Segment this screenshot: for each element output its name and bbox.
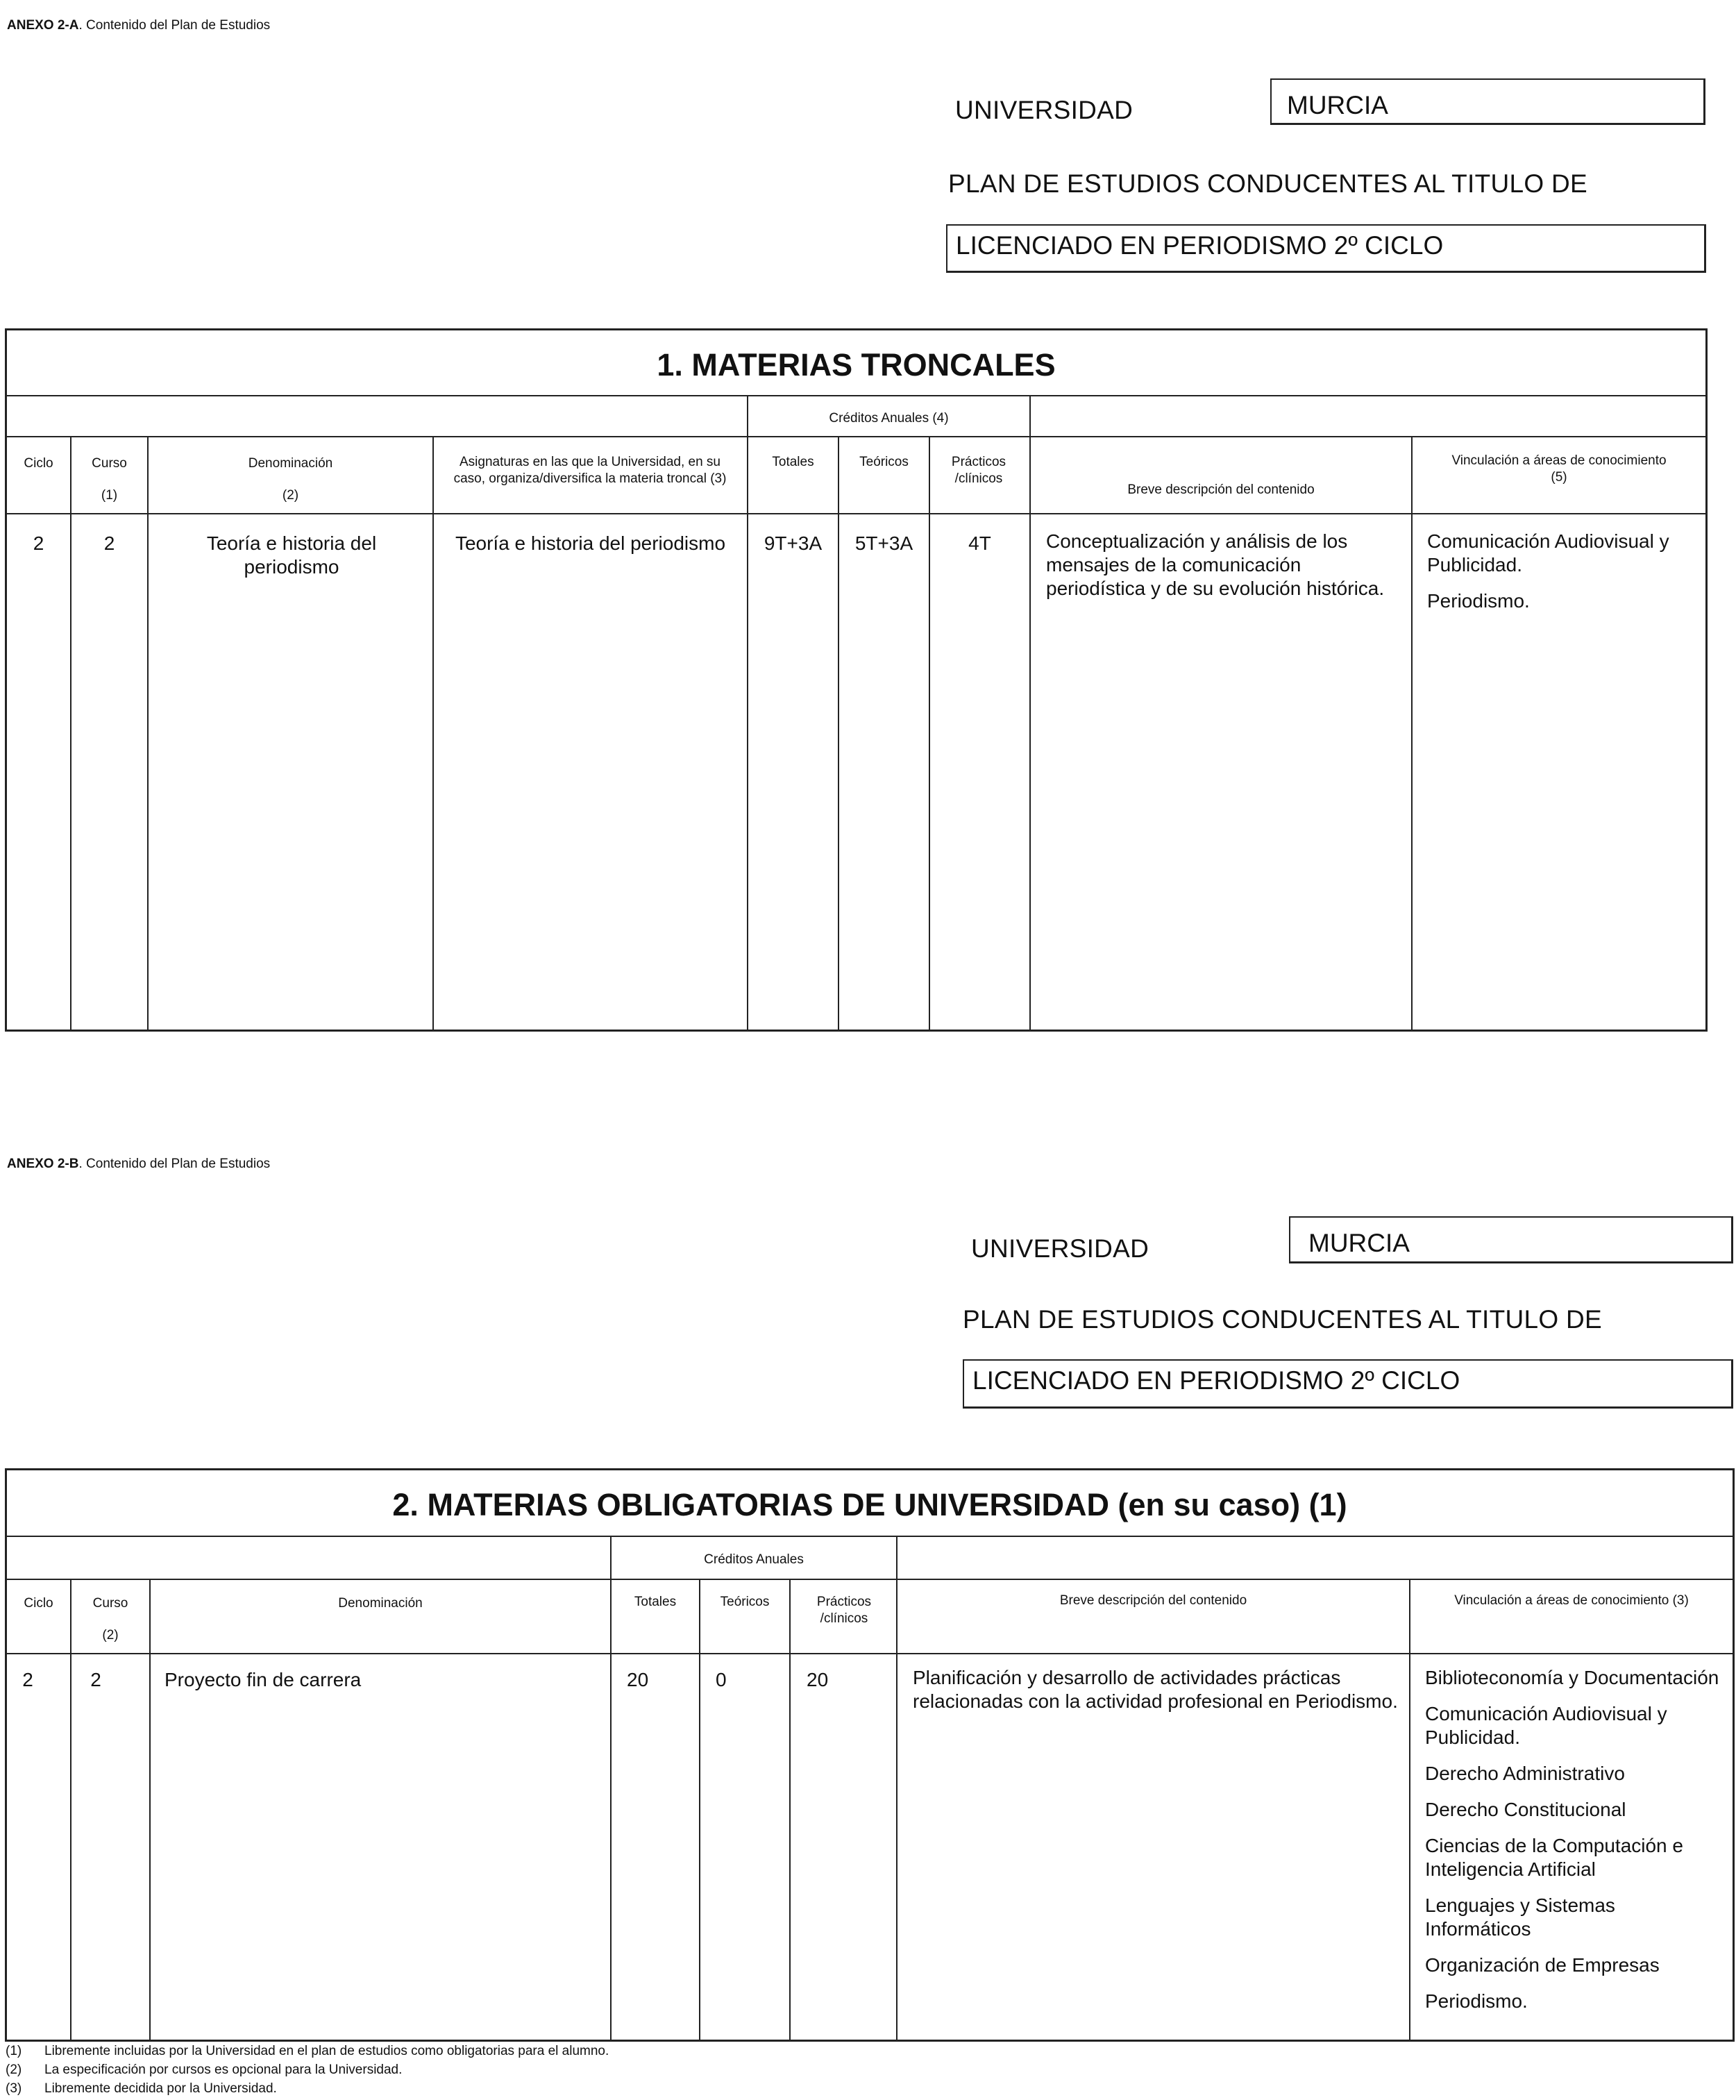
col-denominacion: Denominación bbox=[248, 456, 333, 471]
divider bbox=[7, 513, 1705, 514]
col-ciclo: Ciclo bbox=[24, 1596, 53, 1611]
footnote bbox=[6, 2079, 609, 2098]
row-a-totales: 9T+3A bbox=[764, 532, 823, 554]
col-curso-note: (2) bbox=[102, 1628, 119, 1643]
anexo-b-label-rest: . Contenido del Plan de Estudios bbox=[78, 1157, 271, 1171]
col-asignaturas: Asignaturas en las que la Universidad, en su caso, organiza/diversifica la materia troncal (3) bbox=[453, 455, 727, 486]
footnote bbox=[6, 2060, 609, 2079]
divider bbox=[1411, 436, 1413, 1030]
anexo-a-label-bold: ANEXO 2-A bbox=[7, 18, 79, 33]
vinculacion-item: Derecho Constitucional bbox=[1425, 1799, 1626, 1820]
col-teoricos: Teóricos bbox=[720, 1595, 770, 1609]
footnote-text: Libremente incluidas por la Universidad en el plan de estudios como obligatorias para el alumno. bbox=[44, 2044, 609, 2058]
col-curso: Curso bbox=[92, 1596, 128, 1611]
footnotes bbox=[6, 2042, 609, 2098]
divider bbox=[7, 1579, 1733, 1580]
vinculacion-item: Periodismo. bbox=[1425, 1990, 1528, 2012]
col-totales: Totales bbox=[634, 1595, 677, 1609]
table-materias-troncales bbox=[5, 328, 1708, 1032]
creditos-header-b: Créditos Anuales bbox=[704, 1552, 804, 1567]
divider bbox=[1409, 1579, 1410, 2040]
footnote bbox=[6, 2042, 609, 2060]
vinculacion-item: Comunicación Audiovisual y Publicidad. bbox=[1425, 1703, 1667, 1748]
creditos-header-a: Créditos Anuales (4) bbox=[829, 411, 949, 426]
row-a-asignaturas: Teoría e historia del periodismo bbox=[455, 532, 726, 554]
divider bbox=[747, 395, 748, 1030]
row-a-ciclo: 2 bbox=[33, 532, 44, 554]
row-b-vinculacion bbox=[1425, 1666, 1724, 2026]
footnote-text: Libremente decidida por la Universidad. bbox=[44, 2081, 277, 2096]
footnote-number: (1) bbox=[6, 2044, 22, 2058]
universidad-label-b: UNIVERSIDAD bbox=[971, 1234, 1149, 1263]
row-a-vinculacion bbox=[1427, 530, 1698, 625]
vinculacion-item: Derecho Administrativo bbox=[1425, 1763, 1625, 1784]
col-teoricos: Teóricos bbox=[859, 455, 909, 469]
vinculacion-item: Organización de Empresas bbox=[1425, 1954, 1660, 1976]
titulo-value-a: LICENCIADO EN PERIODISMO 2º CICLO bbox=[956, 231, 1444, 260]
row-b-ciclo: 2 bbox=[22, 1669, 33, 1690]
row-b-totales: 20 bbox=[627, 1669, 649, 1690]
divider bbox=[610, 1536, 612, 2040]
anexo-a-label bbox=[7, 18, 270, 33]
row-a-practicos: 4T bbox=[968, 532, 991, 554]
divider bbox=[748, 395, 1029, 396]
col-breve: Breve descripción del contenido bbox=[1059, 1593, 1247, 1608]
vinculacion-item: Periodismo. bbox=[1427, 590, 1530, 612]
universidad-box-a bbox=[1270, 78, 1705, 125]
row-a-denominacion: Teoría e historia del periodismo bbox=[206, 532, 377, 578]
universidad-label-a: UNIVERSIDAD bbox=[955, 96, 1134, 124]
row-b-breve: Planificación y desarrollo de actividades prácticas relacionadas con la actividad profesional en Periodismo. bbox=[913, 1667, 1398, 1712]
divider bbox=[432, 436, 434, 1030]
divider bbox=[7, 1536, 1733, 1537]
vinculacion-item: Lenguajes y Sistemas Informáticos bbox=[1425, 1895, 1615, 1940]
footnote-number: (3) bbox=[6, 2081, 22, 2096]
anexo-b-label-bold: ANEXO 2-B bbox=[7, 1157, 79, 1171]
col-ciclo: Ciclo bbox=[24, 456, 53, 471]
vinculacion-item: Biblioteconomía y Documentación bbox=[1425, 1667, 1719, 1688]
titulo-value-b: LICENCIADO EN PERIODISMO 2º CICLO bbox=[972, 1366, 1460, 1395]
divider bbox=[70, 1579, 71, 2040]
col-denominacion: Denominación bbox=[338, 1596, 423, 1611]
table-a-title: 1. MATERIAS TRONCALES bbox=[657, 347, 1056, 383]
footnote-text: La especificación por cursos es opcional para la Universidad. bbox=[44, 2063, 403, 2077]
col-breve: Breve descripción del contenido bbox=[1127, 482, 1315, 497]
vinculacion-item: Ciencias de la Computación e Inteligencia Artificial bbox=[1425, 1835, 1683, 1880]
divider bbox=[149, 1579, 151, 2040]
universidad-value-b: MURCIA bbox=[1308, 1229, 1410, 1257]
table-b-title: 2. MATERIAS OBLIGATORIAS DE UNIVERSIDAD (en su caso) (1) bbox=[392, 1487, 1347, 1522]
row-b-practicos: 20 bbox=[807, 1669, 829, 1690]
col-vinculacion: Vinculación a áreas de conocimiento bbox=[1451, 453, 1667, 468]
plan-label-a: PLAN DE ESTUDIOS CONDUCENTES AL TITULO DE bbox=[948, 169, 1588, 198]
divider bbox=[7, 1653, 1733, 1654]
footnote-number: (2) bbox=[6, 2063, 22, 2077]
titulo-box-a bbox=[946, 224, 1706, 273]
row-b-curso: 2 bbox=[90, 1669, 101, 1690]
row-a-breve: Conceptualización y análisis de los mensajes de la comunicación periodística y de su evolución histórica. bbox=[1046, 530, 1385, 599]
vinculacion-item: Comunicación Audiovisual y Publicidad. bbox=[1427, 530, 1669, 576]
col-totales: Totales bbox=[772, 455, 814, 469]
universidad-box-b bbox=[1289, 1216, 1733, 1263]
col-vinculacion: Vinculación a áreas de conocimiento (3) bbox=[1454, 1593, 1689, 1608]
titulo-box-b bbox=[963, 1359, 1733, 1409]
col-vinculacion-note: (5) bbox=[1551, 470, 1567, 485]
divider bbox=[789, 1579, 791, 2040]
plan-label-b: PLAN DE ESTUDIOS CONDUCENTES AL TITULO DE bbox=[963, 1305, 1603, 1334]
row-a-teoricos: 5T+3A bbox=[854, 532, 913, 554]
col-practicos: Prácticos /clínicos bbox=[951, 455, 1006, 486]
table-materias-obligatorias bbox=[5, 1468, 1735, 2042]
anexo-a-label-rest: . Contenido del Plan de Estudios bbox=[78, 18, 271, 33]
col-curso-note: (1) bbox=[101, 488, 118, 503]
divider bbox=[699, 1579, 700, 2040]
col-practicos: Prácticos /clínicos bbox=[816, 1595, 872, 1626]
col-curso: Curso bbox=[92, 456, 127, 471]
anexo-b-label bbox=[7, 1157, 270, 1172]
divider bbox=[896, 1536, 898, 2040]
divider bbox=[70, 436, 71, 1030]
divider bbox=[838, 436, 839, 1030]
row-b-denominacion: Proyecto fin de carrera bbox=[165, 1669, 362, 1690]
row-b-teoricos: 0 bbox=[716, 1669, 727, 1690]
row-a-curso: 2 bbox=[103, 532, 115, 554]
universidad-value-a: MURCIA bbox=[1287, 91, 1388, 119]
divider bbox=[7, 436, 1705, 437]
divider bbox=[147, 436, 149, 1030]
col-denominacion-note: (2) bbox=[282, 488, 299, 503]
divider bbox=[929, 436, 930, 1030]
